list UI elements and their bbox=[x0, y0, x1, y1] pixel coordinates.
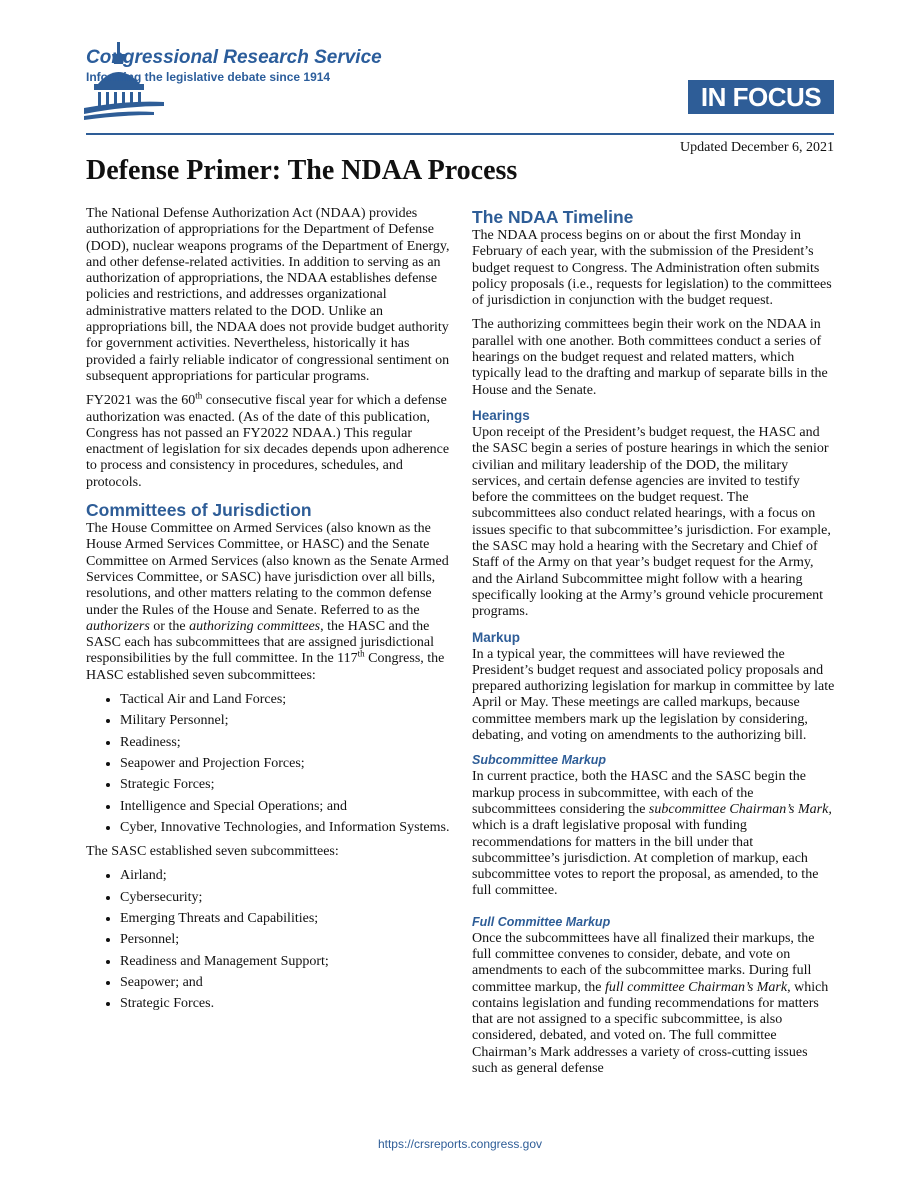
comm-ordinal: th bbox=[357, 648, 365, 659]
full-text-b: , which contains legislation and funding recommendations for matters that are not assigned to a specific subcommittee, is also considered, debated, and voted on. The full committee Chairman’s Mark addresses a variety of cross-cutting issues such as general defense bbox=[472, 979, 829, 1077]
sub-italic-mark: subcommittee Chairman’s Mark, bbox=[648, 801, 832, 817]
comm-text-b: or the bbox=[149, 618, 190, 634]
hearings-paragraph: Upon receipt of the President’s budget request, the HASC and the SASC begin a series of posture hearings in which the senior civilian and military leadership of the DOD, the military services, and certain defense agencies are invited to testify before the committees on the budget request. The subcommittees also conduct related hearings, with a focus on issues specific to that subcommittee’s jurisdiction. For example, the SASC may hold a hearing with the Secretary and Chief of Staff of the Army on that year’s budget request for the Army, and the Airland Subcommittee might follow with a hearing specifically looking at the Army’s ground vehicle procurement programs. bbox=[472, 424, 831, 620]
list-item: • Intelligence and Special Operations; and bbox=[120, 799, 452, 815]
hearings-heading: Hearings bbox=[472, 407, 530, 423]
org-name: Congressional Research Service bbox=[86, 47, 382, 68]
list-item: • Seapower and Projection Forces; bbox=[120, 756, 452, 772]
full-text-a: Once the subcommittees have all finalized their markups, the full committee convenes to consider, debate, and vote on amendments to each of the subcommittee marks. During full committee markup, the bbox=[472, 930, 815, 995]
list-item: • Cybersecurity; bbox=[120, 890, 452, 906]
timeline-paragraph-2: The authorizing committees begin their work on the NDAA in parallel with one another. Both committees conduct a series of hearings on the budget request and related matters, which typically lead to the drafting and markup of separate bills in the House and the Senate. bbox=[472, 317, 828, 398]
timeline-paragraph-1: The NDAA process begins on or about the first Monday in February of each year, with the submission of the President’s budget request to Congress. The Administration often submits policy proposals (i.e., requests for legislation) to the committees of jurisdiction in conjunction with the budget request. bbox=[472, 228, 832, 309]
list-item: • Military Personnel; bbox=[120, 713, 452, 729]
updated-date: Updated December 6, 2021 bbox=[680, 140, 834, 155]
comm-text-c: , the HASC and the SASC each has subcommittees that are assigned jurisdictional responsibilities by the full committee. In the 117 bbox=[86, 618, 434, 667]
subcommittee-markup-heading: Subcommittee Markup bbox=[472, 753, 607, 768]
committees-paragraph bbox=[86, 521, 452, 684]
in-focus-badge: IN FOCUS bbox=[688, 80, 834, 114]
list-item: • Tactical Air and Land Forces; bbox=[120, 692, 452, 708]
left-column bbox=[86, 206, 452, 1020]
sub-text-b: which is a draft legislative proposal with funding recommendations for matters in the bill under that subcommittee’s jurisdiction. At completion of markup, each subcommittee votes to report the proposal, as amended, to the full committee. bbox=[472, 818, 819, 899]
list-item: • Cyber, Innovative Technologies, and Information Systems. bbox=[120, 820, 452, 836]
full-italic-mark: full committee Chairman’s Mark bbox=[604, 979, 788, 995]
sub-text-a: In current practice, both the HASC and the SASC begin the markup process in subcommittee, with each of the subcommittees considering the bbox=[472, 769, 806, 817]
full-committee-markup-paragraph bbox=[472, 931, 836, 1078]
page-title: Defense Primer: The NDAA Process bbox=[86, 155, 518, 186]
markup-paragraph: In a typical year, the committees will have reviewed the President’s budget request and associated policy proposals and prepared authorizing legislation for markup in committee by late April or May. These meetings are called markups, because committee members mark up the legislation by considering, debating, and voting on amendments to the authorizing bill. bbox=[472, 646, 835, 744]
fy2021-paragraph bbox=[86, 390, 452, 491]
sasc-intro: The SASC established seven subcommittees: bbox=[86, 844, 339, 860]
list-item: • Personnel; bbox=[120, 932, 452, 948]
fy-ordinal: th bbox=[195, 390, 203, 401]
timeline-heading: The NDAA Timeline bbox=[472, 207, 634, 227]
right-column bbox=[472, 206, 836, 1085]
committees-heading: Committees of Jurisdiction bbox=[86, 500, 312, 521]
markup-heading: Markup bbox=[472, 629, 521, 645]
footer-url[interactable]: https://crsreports.congress.gov bbox=[377, 1137, 543, 1151]
list-item: • Strategic Forces. bbox=[120, 996, 452, 1012]
org-tagline: Informing the legislative debate since 1914 bbox=[86, 70, 331, 84]
comm-italic-authorizing: authorizing committees bbox=[189, 618, 321, 634]
comm-text-a: The House Committee on Armed Services (also known as the House Armed Services Committee, or HASC) and the Senate Committee on Armed Services (also known as the Senate Armed Services Committee, or SASC) have jurisdiction over all bills, resolutions, and other matters relating to the common defense under the Rules of the House and Senate. Referred to as the bbox=[86, 521, 449, 618]
list-item: • Strategic Forces; bbox=[120, 777, 452, 793]
list-item: • Emerging Threats and Capabilities; bbox=[120, 911, 452, 927]
list-item: • Seapower; and bbox=[120, 975, 452, 991]
comm-italic-authorizers: authorizers bbox=[86, 618, 150, 634]
hasc-subcommittee-list bbox=[86, 692, 452, 836]
intro-paragraph: The National Defense Authorization Act (NDAA) provides authorization of appropriations for the Department of Defense (DOD), nuclear weapons programs of the Department of Energy, and other defense-related activities. In addition to serving as an authorization of appropriations, the NDAA establishes defense policies and restrictions, and addresses organizational administrative matters related to the DOD. Unlike an appropriations bill, the NDAA does not provide budget authority for government activities. Nevertheless, historically it has provided a fairly reliable indicator of congressional sentiment on subsequent appropriations for particular programs. bbox=[86, 206, 450, 384]
list-item: • Airland; bbox=[120, 868, 452, 884]
fy-text-a: FY2021 was the 60 bbox=[86, 393, 196, 409]
comm-text-d: Congress, the HASC established seven subcommittees: bbox=[86, 651, 445, 683]
header-divider bbox=[86, 133, 834, 135]
sasc-subcommittee-list bbox=[86, 868, 452, 1012]
list-item: • Readiness; bbox=[120, 735, 452, 751]
subcommittee-markup-paragraph bbox=[472, 769, 836, 899]
list-item: • Readiness and Management Support; bbox=[120, 954, 452, 970]
fy-text-b: consecutive fiscal year for which a defense authorization was enacted. (As of the date of this publication, Congress has not passed an FY2022 NDAA.) This regular enactment of legislation for six decades depends upon adherence to process and consistency in procedures, schedules, and protocols. bbox=[86, 393, 450, 490]
full-committee-markup-heading: Full Committee Markup bbox=[472, 914, 611, 929]
